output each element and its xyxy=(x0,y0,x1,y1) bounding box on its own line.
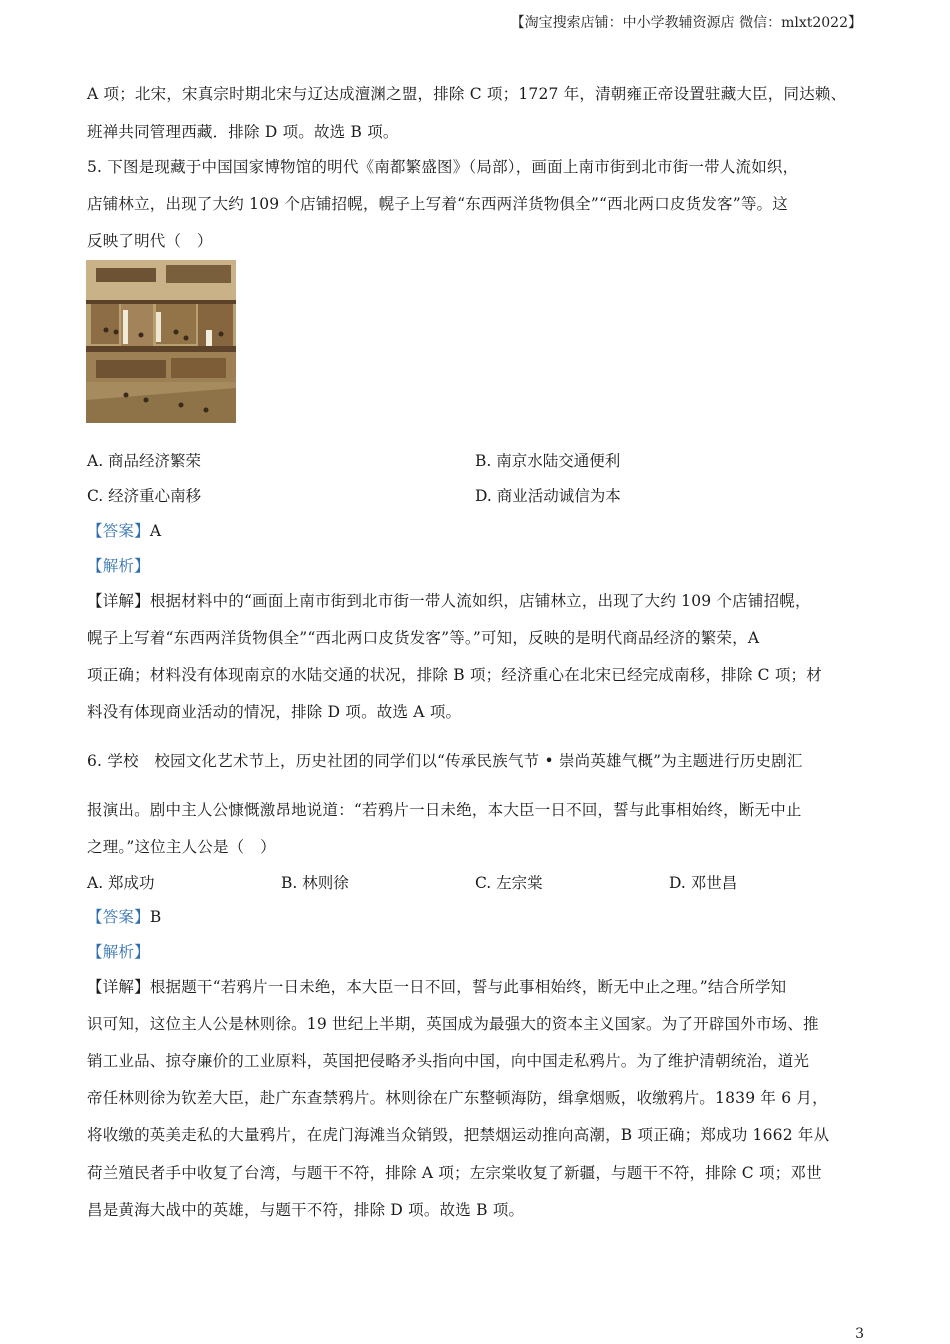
q5-stem-line: 反映了明代（ ） xyxy=(87,232,213,250)
q6-option-a: A. 郑成功 xyxy=(87,874,155,892)
detail-tag: 【详解】 xyxy=(87,978,150,996)
q5-option-d: D. 商业活动诚信为本 xyxy=(475,487,621,505)
page-number: 3 xyxy=(855,1326,864,1342)
detail-text: 根据材料中的“画面上南市街到北市街一带人流如织，店铺林立，出现了大约 109 个店铺招幌， xyxy=(149,592,811,610)
nandu-fanshengtu-painting xyxy=(86,260,236,423)
q5-detail-line: 料没有体现商业活动的情况，排除 D 项。故选 A 项。 xyxy=(87,703,462,721)
q6-stem-line: 之理。”这位主人公是（ ） xyxy=(87,838,276,856)
analysis-tag: 【解析】 xyxy=(87,557,150,575)
intro-line: A 项；北宋，宋真宗时期北宋与辽达成澶渊之盟，排除 C 项；1727 年，清朝雍正帝设置驻藏大臣，同达赖、 xyxy=(87,85,847,103)
q5-option-b: B. 南京水陆交通便利 xyxy=(475,452,621,470)
q5-detail-line: 幌子上写着“东西两洋货物俱全”“西北两口皮货发客”等。”可知，反映的是明代商品经济的繁荣，A xyxy=(87,629,760,647)
q5-detail-line xyxy=(87,589,811,611)
answer-tag: 【答案】 xyxy=(87,908,150,926)
answer-tag: 【答案】 xyxy=(87,522,150,540)
q6-option-d: D. 邓世昌 xyxy=(669,874,738,892)
answer-value: A xyxy=(149,522,162,540)
q6-analysis xyxy=(87,940,150,962)
q5-option-c: C. 经济重心南移 xyxy=(87,487,202,505)
q5-detail-line: 项正确；材料没有体现南京的水陆交通的状况，排除 B 项；经济重心在北宋已经完成南移，排除 C 项；材 xyxy=(87,666,822,684)
q6-detail-line: 荷兰殖民者手中收复了台湾，与题干不符，排除 A 项；左宗棠收复了新疆，与题干不符，排除 C 项；邓世 xyxy=(87,1164,822,1182)
answer-value: B xyxy=(149,908,162,926)
q6-detail-line: 销工业品、掠夺廉价的工业原料，英国把侵略矛头指向中国，向中国走私鸦片。为了维护清朝统治，道光 xyxy=(87,1052,810,1070)
q6-detail-line: 识可知，这位主人公是林则徐。19 世纪上半期，英国成为最强大的资本主义国家。为了开辟国外市场、推 xyxy=(87,1015,819,1033)
q6-stem-line: 6. 学校 校园文化艺术节上，历史社团的同学们以“传承民族气节 • 崇尚英雄气概”为主题进行历史剧汇 xyxy=(87,752,803,770)
intro-line: 班禅共同管理西藏．排除 D 项。故选 B 项。 xyxy=(87,123,399,141)
q6-detail-line xyxy=(87,975,786,997)
q5-stem-line: 店铺林立，出现了大约 109 个店铺招幌，幌子上写着“东西两洋货物俱全”“西北两口皮货发客”等。这 xyxy=(87,195,788,213)
q6-detail-line: 帝任林则徐为钦差大臣，赴广东查禁鸦片。林则徐在广东整顿海防，缉拿烟贩，收缴鸦片。1839 年 6 月， xyxy=(87,1089,828,1107)
q5-answer xyxy=(87,519,161,541)
q6-option-c: C. 左宗棠 xyxy=(475,874,543,892)
q6-option-b: B. 林则徐 xyxy=(281,874,349,892)
q6-detail-line: 昌是黄海大战中的英雄，与题干不符，排除 D 项。故选 B 项。 xyxy=(87,1201,525,1219)
q6-answer xyxy=(87,905,161,927)
detail-text: 根据题干“若鸦片一日未绝，本大臣一日不回，誓与此事相始终，断无中止之理。”结合所学知 xyxy=(149,978,787,996)
q6-detail-line: 将收缴的英美走私的大量鸦片，在虎门海滩当众销毁，把禁烟运动推向高潮，B 项正确；郑成功 1662 年从 xyxy=(87,1126,830,1144)
q5-stem-line: 5. 下图是现藏于中国国家博物馆的明代《南都繁盛图》（局部），画面上南市街到北市街一带人流如织， xyxy=(87,158,799,176)
q6-stem-line: 报演出。剧中主人公慷慨激昂地说道：“若鸦片一日未绝，本大臣一日不回，誓与此事相始终，断无中止 xyxy=(87,801,802,819)
header-note: 【淘宝搜索店铺：中小学教辅资源店 微信：mlxt2022】 xyxy=(510,15,862,31)
detail-tag: 【详解】 xyxy=(87,592,150,610)
q5-option-a: A. 商品经济繁荣 xyxy=(87,452,202,470)
q5-analysis xyxy=(87,554,150,576)
analysis-tag: 【解析】 xyxy=(87,943,150,961)
